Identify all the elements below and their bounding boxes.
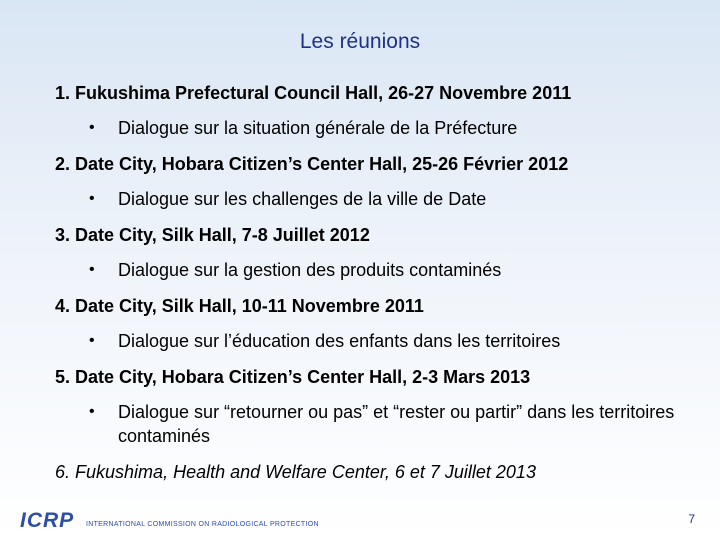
meeting-topic xyxy=(55,187,678,211)
bullet-icon: • xyxy=(89,261,95,278)
meeting-location: Date City, Hobara Citizen’s Center Hall, 2-3 Mars 2013 xyxy=(75,367,531,387)
meeting-heading xyxy=(55,461,695,483)
meeting-number: 3. xyxy=(55,225,71,245)
meeting-location: Date City, Silk Hall, 10-11 Novembre 2011 xyxy=(75,296,424,316)
bullet-icon: • xyxy=(89,332,95,349)
meetings-list xyxy=(55,82,695,496)
meeting-item xyxy=(55,82,695,140)
bullet-icon: • xyxy=(89,119,95,136)
meeting-heading xyxy=(55,82,695,104)
meeting-topic xyxy=(55,116,678,140)
meeting-location: Fukushima Prefectural Council Hall, 26-27 Novembre 2011 xyxy=(75,83,572,103)
bullet-icon: • xyxy=(89,190,95,207)
meeting-topic xyxy=(55,329,678,353)
meeting-topic-text: Dialogue sur l’éducation des enfants dans les territoires xyxy=(118,331,561,351)
meeting-heading xyxy=(55,366,695,388)
meeting-location: Date City, Silk Hall, 7-8 Juillet 2012 xyxy=(75,225,370,245)
meeting-topic xyxy=(55,258,678,282)
meeting-item xyxy=(55,153,695,211)
organization-name: INTERNATIONAL COMMISSION ON RADIOLOGICAL PROTECTION xyxy=(86,521,319,528)
meeting-item xyxy=(55,366,695,448)
meeting-number: 6. xyxy=(55,462,71,482)
meeting-topic-text: Dialogue sur les challenges de la ville de Date xyxy=(118,189,487,209)
meeting-location: Fukushima, Health and Welfare Center, 6 et 7 Juillet 2013 xyxy=(75,462,536,482)
meeting-topic-text: Dialogue sur la gestion des produits contaminés xyxy=(118,260,502,280)
meeting-number: 1. xyxy=(55,83,71,103)
meeting-topic-text: Dialogue sur la situation générale de la Préfecture xyxy=(118,118,518,138)
meeting-topic xyxy=(55,400,678,448)
meeting-number: 2. xyxy=(55,154,71,174)
meeting-location: Date City, Hobara Citizen’s Center Hall, 25-26 Février 2012 xyxy=(75,154,569,174)
icrp-logo: ICRP xyxy=(20,509,75,532)
meeting-item xyxy=(55,224,695,282)
meeting-number: 4. xyxy=(55,296,71,316)
page-number: 7 xyxy=(688,512,695,526)
meeting-heading xyxy=(55,295,695,317)
slide-footer xyxy=(0,505,720,540)
bullet-icon: • xyxy=(89,403,95,420)
meeting-item xyxy=(55,461,695,483)
meeting-number: 5. xyxy=(55,367,71,387)
meeting-topic-text: Dialogue sur “retourner ou pas” et “rester ou partir” dans les territoires contaminés xyxy=(118,402,675,446)
meeting-heading xyxy=(55,153,695,175)
slide-title: Les réunions xyxy=(299,30,421,53)
meeting-item xyxy=(55,295,695,353)
meeting-heading xyxy=(55,224,695,246)
